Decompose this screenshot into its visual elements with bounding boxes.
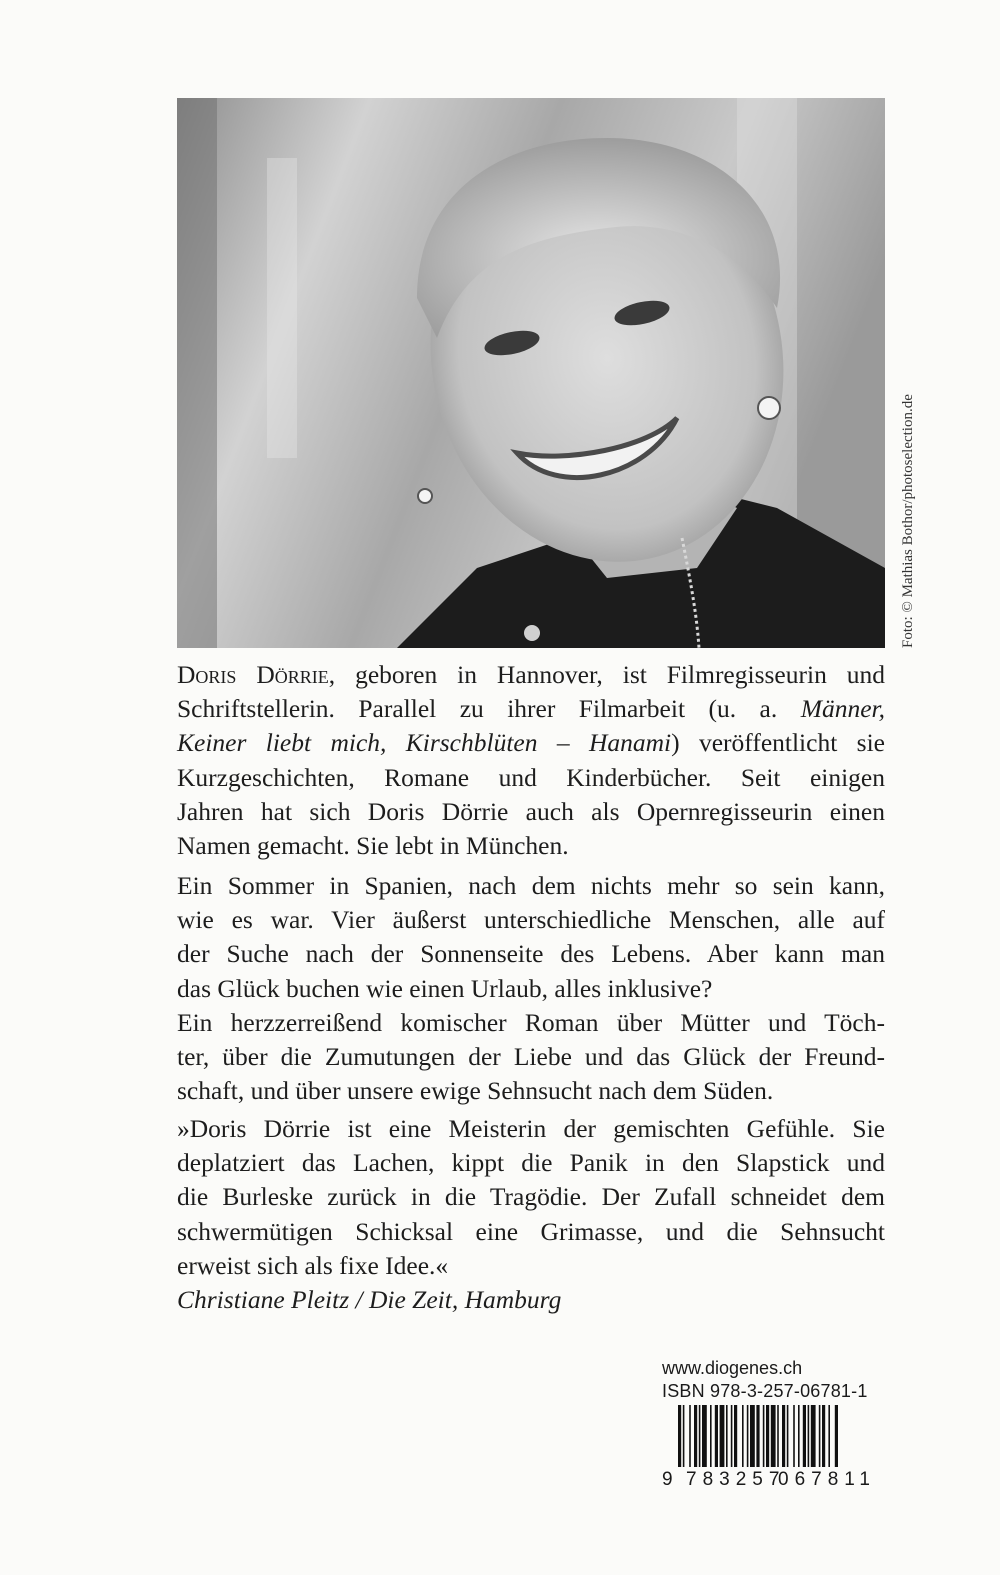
blurb-line: Ein herzzerreißend komischer Roman über Mütter und Töch- <box>177 1007 885 1037</box>
barcode-bar <box>742 1405 744 1467</box>
bio-line: Namen gemacht. Sie lebt in München. <box>177 831 569 861</box>
barcode-bars <box>662 1405 882 1469</box>
bio-line: Schriftstellerin. Parallel zu ihrer Filmarbeit (u. a. Männer, <box>177 694 885 724</box>
film-titles: Keiner liebt mich, Kirschblüten – Hanami <box>177 728 672 758</box>
barcode-bar <box>694 1405 697 1467</box>
barcode-bar <box>766 1405 769 1467</box>
barcode-bar <box>771 1405 776 1467</box>
barcode-bar <box>750 1405 755 1467</box>
barcode-bar <box>702 1405 707 1467</box>
author-bio <box>177 658 885 863</box>
barcode-bar <box>689 1405 691 1467</box>
barcode-bar <box>782 1405 785 1467</box>
barcode-bar <box>777 1405 779 1467</box>
barcode-bar <box>835 1405 838 1467</box>
barcode-bar <box>793 1405 795 1467</box>
isbn-number: ISBN 978-3-257-06781-1 <box>662 1381 868 1401</box>
quote-source: Christiane Pleitz / Die Zeit, Hamburg <box>177 1285 562 1315</box>
press-quote <box>177 1112 885 1317</box>
publisher-url: www.diogenes.ch <box>662 1358 803 1378</box>
barcode-bar <box>798 1405 800 1467</box>
blurb-line: der Suche nach der Sonnenseite des Lebens. Aber kann man <box>177 939 885 969</box>
barcode-bar <box>715 1405 718 1467</box>
barcode-digit-first: 9 <box>662 1469 673 1490</box>
bio-line: Kurzgeschichten, Romane und Kinderbücher. Seit einigen <box>177 762 885 792</box>
quote-line: erweist sich als fixe Idee.« <box>177 1250 449 1280</box>
quote-line: schwermütigen Schicksal eine Grimasse, und die Sehnsucht <box>177 1216 885 1246</box>
barcode-bar <box>747 1405 749 1467</box>
barcode-bar <box>734 1405 737 1467</box>
blurb-line: schaft, und über unsere ewige Sehnsucht nach dem Süden. <box>177 1076 774 1106</box>
barcode-digits-left: 783257 <box>686 1469 786 1490</box>
barcode-bar <box>763 1405 765 1467</box>
photo-credit: Foto: © Mathias Bothor/photoselection.de <box>900 394 916 648</box>
quote-line: deplatziert das Lachen, kippt die Panik in den Slapstick und <box>177 1148 885 1178</box>
barcode-bar <box>726 1405 728 1467</box>
barcode-bar <box>710 1405 712 1467</box>
barcode-bar <box>756 1405 759 1467</box>
quote-line: »Doris Dörrie ist eine Meisterin der gemischten Gefühle. Sie <box>177 1114 885 1143</box>
barcode-bar <box>803 1405 806 1467</box>
author-name: Doris Dörrie <box>177 660 329 689</box>
quote-line: die Burleske zurück in die Tragödie. Der Zufall schneidet dem <box>177 1182 885 1212</box>
blurb-line: das Glück buchen wie einen Urlaub, alles inklusive? <box>177 973 713 1003</box>
barcode-bar <box>811 1405 816 1467</box>
barcode-bar <box>731 1405 733 1467</box>
publisher-info <box>662 1357 882 1497</box>
author-photo <box>177 98 885 648</box>
barcode-digits <box>662 1469 882 1495</box>
barcode-bar <box>822 1405 825 1467</box>
film-title: Männer, <box>800 694 885 724</box>
barcode-bar <box>683 1405 685 1467</box>
barcode-bar <box>678 1405 681 1467</box>
blurb-line: ter, über die Zumutungen der Liebe und das Glück der Freund- <box>177 1042 885 1072</box>
barcode <box>662 1405 882 1497</box>
barcode-bar <box>699 1405 701 1467</box>
barcode-bar <box>787 1405 789 1467</box>
barcode-digits-right: 067811 <box>778 1469 876 1490</box>
barcode-bar <box>720 1405 725 1467</box>
blurb-line: Ein Sommer in Spanien, nach dem nichts mehr so sein kann, <box>177 871 885 900</box>
barcode-bar <box>808 1405 810 1467</box>
book-blurb <box>177 869 885 1108</box>
barcode-bar <box>819 1405 821 1467</box>
bio-line: Keiner liebt mich, Kirschblüten – Hanami) veröffentlicht sie <box>177 728 885 758</box>
bio-line: Jahren hat sich Doris Dörrie auch als Opernregisseurin einen <box>177 796 885 826</box>
barcode-bar <box>828 1405 830 1467</box>
blurb-line: wie es war. Vier äußerst unterschiedliche Menschen, alle auf <box>177 905 885 935</box>
bio-line: Doris Dörrie, geboren in Hannover, ist Filmregisseurin und <box>177 660 886 689</box>
